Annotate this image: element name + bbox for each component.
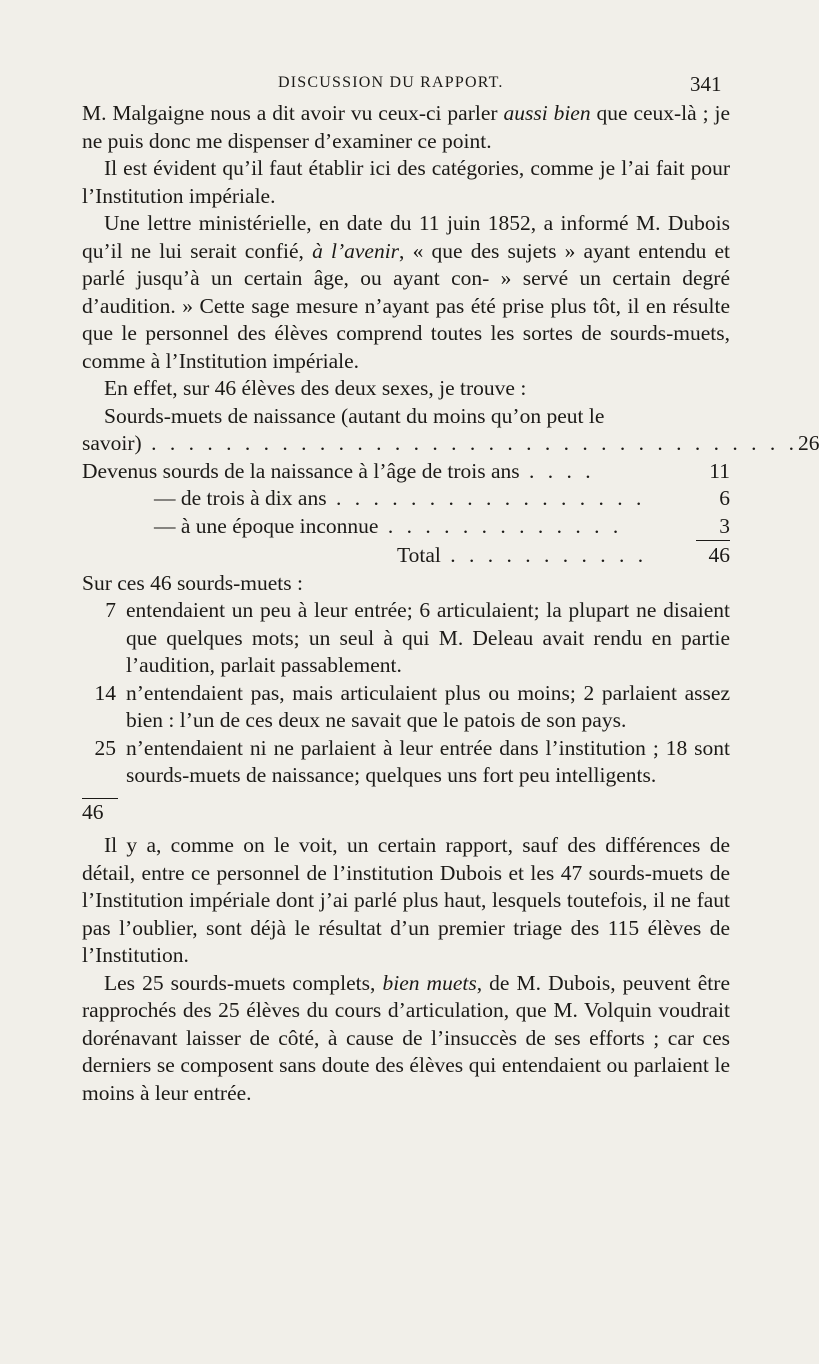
list-intro: Sur ces 46 sourds-muets : [82,570,303,595]
table-total-row: Total . . . . . . . . . . . 46 [397,543,730,567]
breakdown-list [82,597,730,826]
page-number: 341 [690,72,722,96]
list-sum: 46 [82,799,104,824]
paragraph-4: En effet, sur 46 élèves des deux sexes, je trouve : [104,376,527,400]
paragraph-1: M. Malgaigne nous a dit avoir vu ceux-ci parler aussi bien que ceux-là ; je ne puis donc me dispenser d’examiner ce point. [82,101,730,153]
table-row: savoir) . . . . . . . . . . . . . . . . . . . . . . . . . . . . . . . . . . . 26 [82,431,819,455]
page-header [0,72,800,102]
paragraph-3: Une lettre ministérielle, en date du 11 juin 1852, a informé M. Dubois qu’il ne lui serait confié, à l’avenir, « que des sujets » ayant entendu et parlé jusqu’à un certain âge, ou ayant con- » servé un certain degré d’audition. » Cette sage mesure n’ayant pas été prise plus tôt, il en résulte que le personnel des élèves comprend toutes les sortes de sourds-muets, comme à l’Institution impériale. [82,211,731,373]
table-row: Devenus sourds de la naissance à l’âge de trois ans . . . . 11 [82,458,730,483]
paragraph-2: Il est évident qu’il faut établir ici des catégories, comme je l’ai fait pour l’Institution impériale. [82,156,730,208]
paragraph-6: Il y a, comme on le voit, un certain rapport, sauf des différences de détail, entre ce personnel de l’institution Dubois et les 47 sourds-muets de l’Institution impériale dont j’ai parlé plus haut, lesquels toutefois, il ne faut pas l’oublier, sont déjà le résultat d’un premier triage des 115 élèves de l’Institution. [82,833,730,967]
list-item: 7 entendaient un peu à leur entrée; 6 articulaient; la plupart ne disaient que quelques mots; un seul à qui M. Deleau avait rendu en partie l’audition, parlait passablement. [105,598,730,677]
running-title: DISCUSSION DU RAPPORT. [278,74,504,91]
paragraph-5: Sourds-muets de naissance (autant du moins qu’on peut le [104,403,605,428]
table-row: — de trois à dix ans . . . . . . . . . . . . . . . . . 6 [154,486,730,510]
paragraph-7: Les 25 sourds-muets complets, bien muets, de M. Dubois, peuvent être rapprochés des 25 élèves du cours d’articulation, que M. Volquin voudrait dorénavant laisser de côté, à cause de l’insuccès de ses efforts ; car ces derniers se composent sans doute des élèves qui entendaient ou parlaient le moins à leur entrée. [82,970,730,1105]
body-text [82,100,819,1107]
statistics-table [82,430,819,570]
list-item: 14 n’entendaient pas, mais articulaient plus ou moins; 2 parlaient assez bien : l’un de ces deux ne savait que le patois de son pays. [94,680,730,732]
table-row: — à une époque inconnue . . . . . . . . . . . . . 3 [154,513,730,538]
list-item: 25 n’entendaient ni ne parlaient à leur entrée dans l’institution ; 18 sont sourds-muets de naissance; quelques uns fort peu intelligents. [94,735,730,787]
